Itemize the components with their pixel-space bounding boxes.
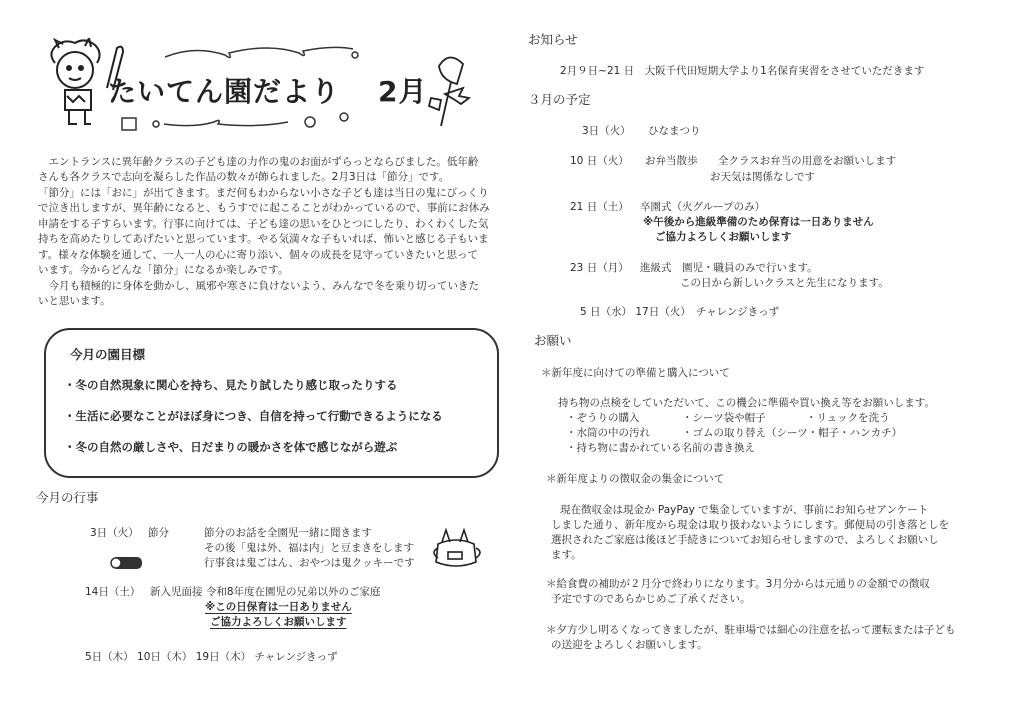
request-text: ます。 [551, 549, 582, 561]
prep-item: ・リュックを洗う [806, 412, 890, 424]
march-event: 卒園式（火グループのみ） [640, 201, 766, 213]
event-date: 3日（火） [90, 527, 139, 539]
prep-item: ・ゴムの取り替え（シーツ・帽子・ハンカチ） [682, 427, 903, 439]
events-title: 今月の行事 [36, 490, 99, 505]
request-heading: ＊新年度に向けての準備と購入について [541, 367, 730, 379]
intro-line: で泣き出しますが、異年齢になると、もうすでに起こることがわかっているので、事前にお休み [38, 202, 490, 214]
prep-item: ・水筒の中の汚れ [566, 427, 650, 439]
request-text: の送迎をよろしくお願いします。 [551, 639, 708, 651]
prep-item: ・シーツ袋や帽子 [682, 412, 766, 424]
event-note: ご協力よろしくお願いします [210, 616, 347, 628]
march-title: ３月の予定 [528, 92, 591, 107]
title-month: 2月 [378, 75, 428, 108]
intro-line: 持ちを高めたりしてあげたいと思っています。やる気満々な子もいれば、怖いと感じる子もいま [38, 233, 489, 245]
event-date: 14日（土） [85, 586, 141, 598]
march-date: 21 日（土） [570, 201, 629, 213]
newsletter-title [108, 70, 428, 110]
request-text: ＊夕方少し明るくなってきましたが、駐車場では細心の注意を払って運転または子ども [546, 624, 956, 636]
ehomaki-icon [108, 556, 144, 570]
march-event: 進級式 園児・職員のみで行います。 [640, 262, 818, 274]
goals-title: 今月の園目標 [70, 347, 146, 362]
notice-title: お知らせ [528, 32, 578, 47]
march-note: ご協力よろしくお願いします [655, 231, 792, 243]
march-event: お弁当散歩 [645, 155, 698, 167]
intro-line: いと思います。 [38, 295, 111, 307]
march-desc: この日から新しいクラスと先生になります。 [680, 277, 889, 289]
intro-line: さんも各クラスで志向を凝らした作品の数々が飾られました。2月3日は「節分」です。 [38, 171, 450, 183]
oni-face-icon [430, 528, 482, 568]
march-date: 10 日（火） [570, 155, 629, 167]
intro-line: います。今からどんな「節分」になるか楽しみです。 [38, 264, 289, 276]
march-challenge: 5 日（水） 17日（火） チャレンジきっず [580, 306, 780, 318]
request-text: しました通り、新年度から現金は取り扱わないようにします。郵便局の引き落としを [551, 519, 950, 531]
event-name: 節分 [148, 527, 169, 539]
request-text: 持ち物の点検をしていただいて、この機会に準備や買い換え等をお願いします。 [558, 397, 935, 409]
intro-line: 「節分」には「おに」が出てきます。まだ何もわからない小さな子ども達は当日の鬼にびっくり [38, 187, 489, 199]
event-challenge: 5日（木） 10日（木） 19日（木） チャレンジきっず [85, 651, 338, 663]
march-desc: お天気は関係なしです [710, 171, 815, 183]
request-text: 選択されたご家庭は後ほど手続きについてお知らせしますので、よろしくお願いし [551, 534, 939, 546]
event-desc: 行事食は鬼ごはん、おやつは鬼クッキーです [204, 557, 415, 569]
event-note: ※この日保育は一日ありません [205, 601, 352, 613]
event-name: 新入児面接 令和8年度在園児の兄弟以外のご家庭 [150, 586, 381, 598]
intro-line: 申請をする子すらいます。行事に向けては、子ども達の思いをひとつにしたり、わくわくした気 [38, 218, 489, 230]
goal-item: ・冬の自然の厳しさや、日だまりの暖かさを体で感じながら遊ぶ [64, 440, 398, 454]
holly-sardine-icon [425, 48, 475, 128]
request-heading: ＊新年度よりの徴収金の集金について [546, 473, 725, 485]
march-date: 23 日（月） [570, 262, 629, 274]
decorative-swirl-icon [160, 45, 360, 65]
march-event: ひなまつり [648, 125, 701, 137]
notice-line: 2月９日~21 日 大阪千代田短期大学より1名保育実習をさせていただきます [560, 65, 925, 77]
march-desc: 全クラスお弁当の用意をお願いします [718, 155, 897, 167]
intro-line: 今月も積極的に身体を動かし、風邪や寒さに負けないよう、みんなで冬を乗り切っていきた [38, 280, 479, 292]
request-text: 現在徴収金は現金か PayPay で集金していますが、事前にお知らせアンケート [560, 504, 929, 516]
intro-line: す。様々な体験を通して、一人一人の心に寄り添い、個々の成長を見守っていきたいと思って [38, 249, 478, 261]
goal-item: ・冬の自然現象に関心を持ち、見たり試したり感じ取ったりする [64, 378, 398, 392]
decorative-swirl-bottom-icon [120, 112, 350, 134]
requests-title: お願い [534, 333, 572, 348]
goal-item: ・生活に必要なことがほぼ身につき、自信を持って行動できるようになる [64, 409, 443, 423]
intro-line: エントランスに異年齢クラスの子ども達の力作の鬼のお面がずらっとならびました。低年齢 [38, 156, 479, 168]
prep-item: ・持ち物に書かれている名前の書き換え [566, 442, 755, 454]
event-desc: その後「鬼は外、福は内」と豆まきをします [204, 542, 414, 554]
march-date: 3日（火） [582, 125, 631, 137]
request-text: 予定ですのであらかじめご了承ください。 [551, 593, 751, 605]
request-text: ＊給食費の補助が２月分で終わりになります。3月分からは元通りの金額での徴収 [546, 578, 930, 590]
march-note: ※午後から進級準備のため保育は一日ありません [643, 216, 874, 228]
prep-item: ・ぞうりの購入 [566, 412, 640, 424]
title-text: たいてん園だより [108, 75, 341, 108]
event-desc: 節分のお話を全園児一緒に聞きます [204, 527, 372, 539]
